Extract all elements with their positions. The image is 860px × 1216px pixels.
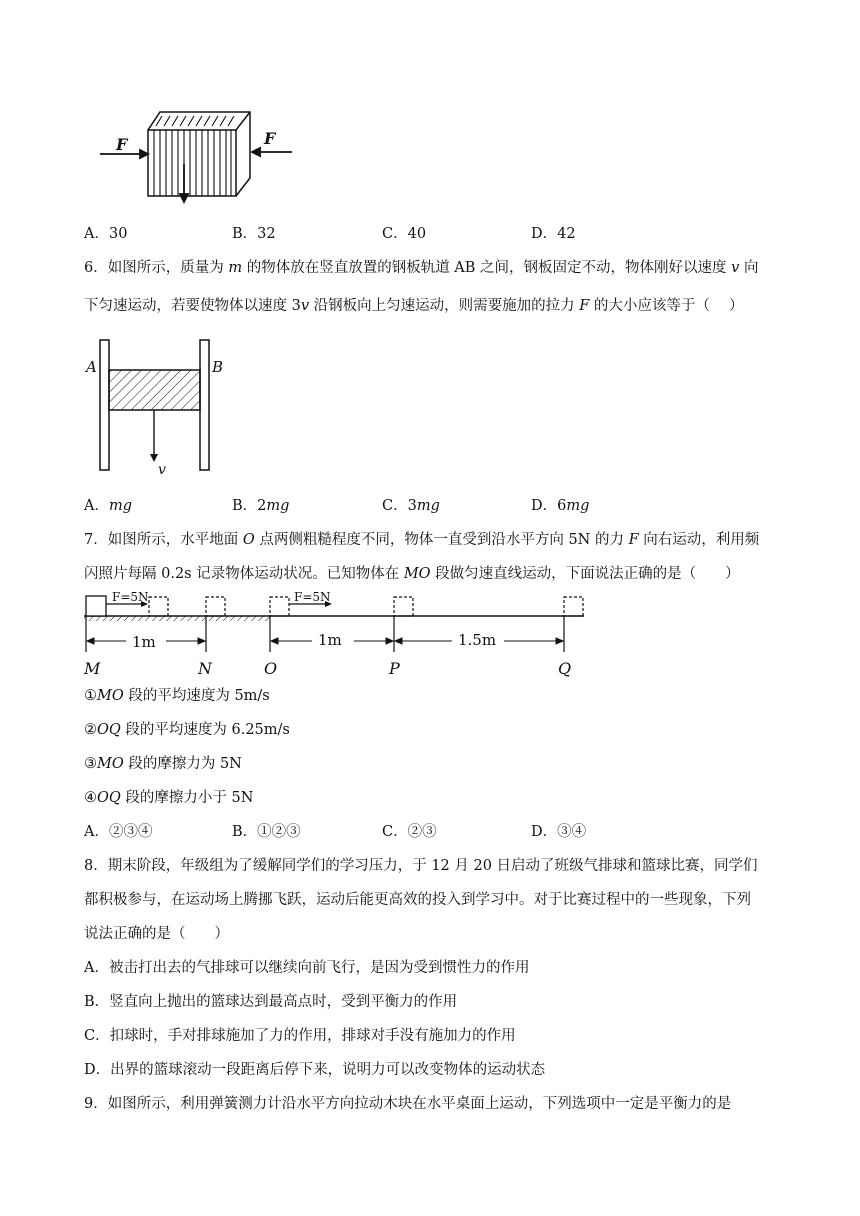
q7-option-d: D．③④ [531,824,587,840]
q7-distance-mn: 1m [132,633,156,651]
q7-point-p: P [389,659,400,678]
q8-stem-line-1: 8．期末阶段，年级组为了缓解同学们的学习压力，于 12 月 20 日启动了班级气排球和篮球比赛，同学们 [84,858,758,874]
q5-option-a: A．30 [84,226,128,242]
q5-option-c: C．40 [382,226,427,242]
q9-stem-line-1: 9．如图所示，利用弹簧测力计沿水平方向拉动木块在水平桌面上运动，下列选项中一定是平衡力的是 [84,1096,732,1112]
q8-option-d: D．出界的篮球滚动一段距离后停下来，说明力可以改变物体的运动状态 [84,1062,546,1078]
q7-distance-pq: 1.5m [458,631,497,649]
q7-stem-line-1: 7．如图所示，水平地面 O 点两侧粗糙程度不同，物体一直受到沿水平方向 5N 的力 F 向右运动，利用频 [84,532,760,548]
q7-option-a: A．②③④ [84,824,153,840]
q8-option-a: A．被击打出去的气排球可以继续向前飞行，是因为受到惯性力的作用 [84,960,530,976]
q6-option-d: D．6mg [531,498,590,514]
q6-stem-line-2: 下匀速运动，若要使物体以速度 3v 沿钢板向上匀速运动，则需要施加的拉力 F 的大小应该等于（ ） [84,298,744,314]
q6-stem-line-1: 6．如图所示，质量为 m 的物体放在竖直放置的钢板轨道 AB 之间，钢板固定不动，物体刚好以速度 v 向 [84,260,759,276]
q7-statement-3: ③MO 段的摩擦力为 5N [84,756,242,772]
q7-point-n: N [198,659,212,678]
q6-label-b: B [212,358,224,376]
q7-option-c: C．②③ [382,824,437,840]
q6-option-a: A．mg [84,498,133,514]
q8-stem-line-2: 都积极参与，在运动场上腾挪飞跃，运动后能更高效的投入到学习中。对于比赛过程中的一些现象，下列 [84,892,751,908]
q7-force-label-1: F=5N [112,590,149,604]
q5-option-d: D．42 [531,226,576,242]
q5-option-b: B．32 [232,226,276,242]
q5-figure [96,92,296,204]
q6-option-b: B．2mg [232,498,290,514]
q7-statement-2: ②OQ 段的平均速度为 6.25m/s [84,722,290,738]
q6-option-c: C．3mg [382,498,440,514]
q7-point-q: Q [558,659,572,678]
q7-option-b: B．①②③ [232,824,301,840]
q7-point-o: O [264,659,278,678]
q7-statement-4: ④OQ 段的摩擦力小于 5N [84,790,254,806]
q7-figure [84,590,594,680]
q7-distance-op: 1m [318,631,342,649]
q8-option-c: C．扣球时，手对排球施加了力的作用，排球对手没有施加力的作用 [84,1028,516,1044]
q8-option-b: B．竖直向上抛出的篮球达到最高点时，受到平衡力的作用 [84,994,458,1010]
q5-label-f-left: F [116,135,128,154]
q6-figure [84,338,234,478]
q5-label-f-right: F [264,129,276,148]
q7-force-label-2: F=5N [294,590,331,604]
q7-point-m: M [84,659,101,678]
q7-statement-1: ①MO 段的平均速度为 5m/s [84,688,270,704]
q6-label-v: v [158,462,166,478]
q8-stem-line-3: 说法正确的是（ ） [84,926,229,942]
q6-label-a: A [86,358,97,376]
q7-stem-line-2: 闪照片每隔 0.2s 记录物体运动状况。已知物体在 MO 段做匀速直线运动，下面说法正确的是（ ） [84,566,740,582]
